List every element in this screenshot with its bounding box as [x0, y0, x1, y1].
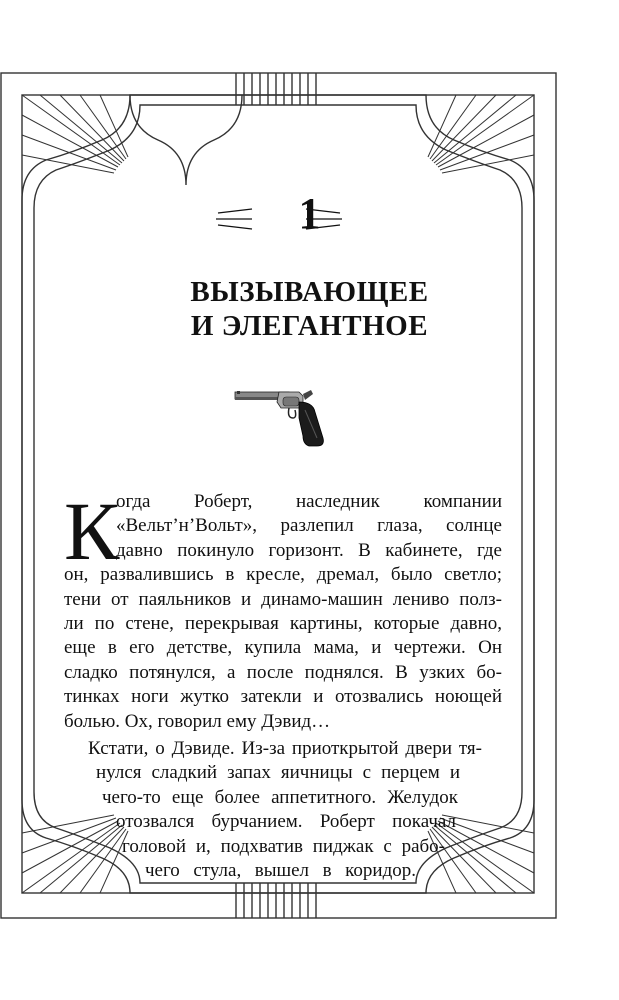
paragraph-line: ли по стене, перекрывая картины, которые давно, [64, 613, 502, 634]
drop-cap: К [64, 485, 120, 577]
paragraph-line: «Вельт’н’Вольт», разлепил глаза, солнце [116, 515, 502, 537]
paragraph-line: отозвался бурчанием. Роберт покачал [116, 811, 456, 833]
paragraph-line: еще в его детстве, купила мама, и чертежи. Он [64, 637, 502, 659]
paragraph-line: тинках ноги жутко затекли и отозвались ноющей [64, 686, 502, 708]
paragraph-line: давно покинуло горизонт. В кабинете, где [116, 539, 502, 561]
paragraph-line: Кстати, о Дэвиде. Из-за приоткрытой двери тя- [88, 738, 482, 759]
chapter-title-line1: ВЫЗЫВАЮЩЕЕ [190, 276, 429, 308]
revolver-icon [233, 388, 329, 450]
paragraph-2 [0, 737, 619, 887]
paragraph-line: болью. Ох, говорил ему Дэвид… [64, 710, 331, 732]
chapter-number: 1 [298, 189, 321, 238]
paragraph-line: сладко потянулся, а после поднялся. В узких бо- [64, 661, 502, 683]
paragraph-line: чего-то еще более аппетитного. Желудок [102, 786, 458, 808]
chapter-title-line2: И ЭЛЕГАНТНОЕ [190, 310, 429, 342]
paragraph-line: огда Роберт, наследник компании [116, 491, 502, 512]
paragraph-line: чего стула, вышел в коридор. [145, 860, 416, 881]
paragraph-line: он, развалившись в кресле, дремал, было светло; [64, 564, 502, 586]
chapter-title [80, 275, 539, 343]
paragraph-line: нулся сладкий запах яичницы с перцем и [96, 762, 460, 784]
paragraph-line: тени от паяльников и динамо-машин лениво полз- [64, 588, 502, 610]
paragraph-1 [64, 485, 502, 732]
paragraph-line: головой и, подхватив пиджак с рабо- [122, 835, 445, 857]
